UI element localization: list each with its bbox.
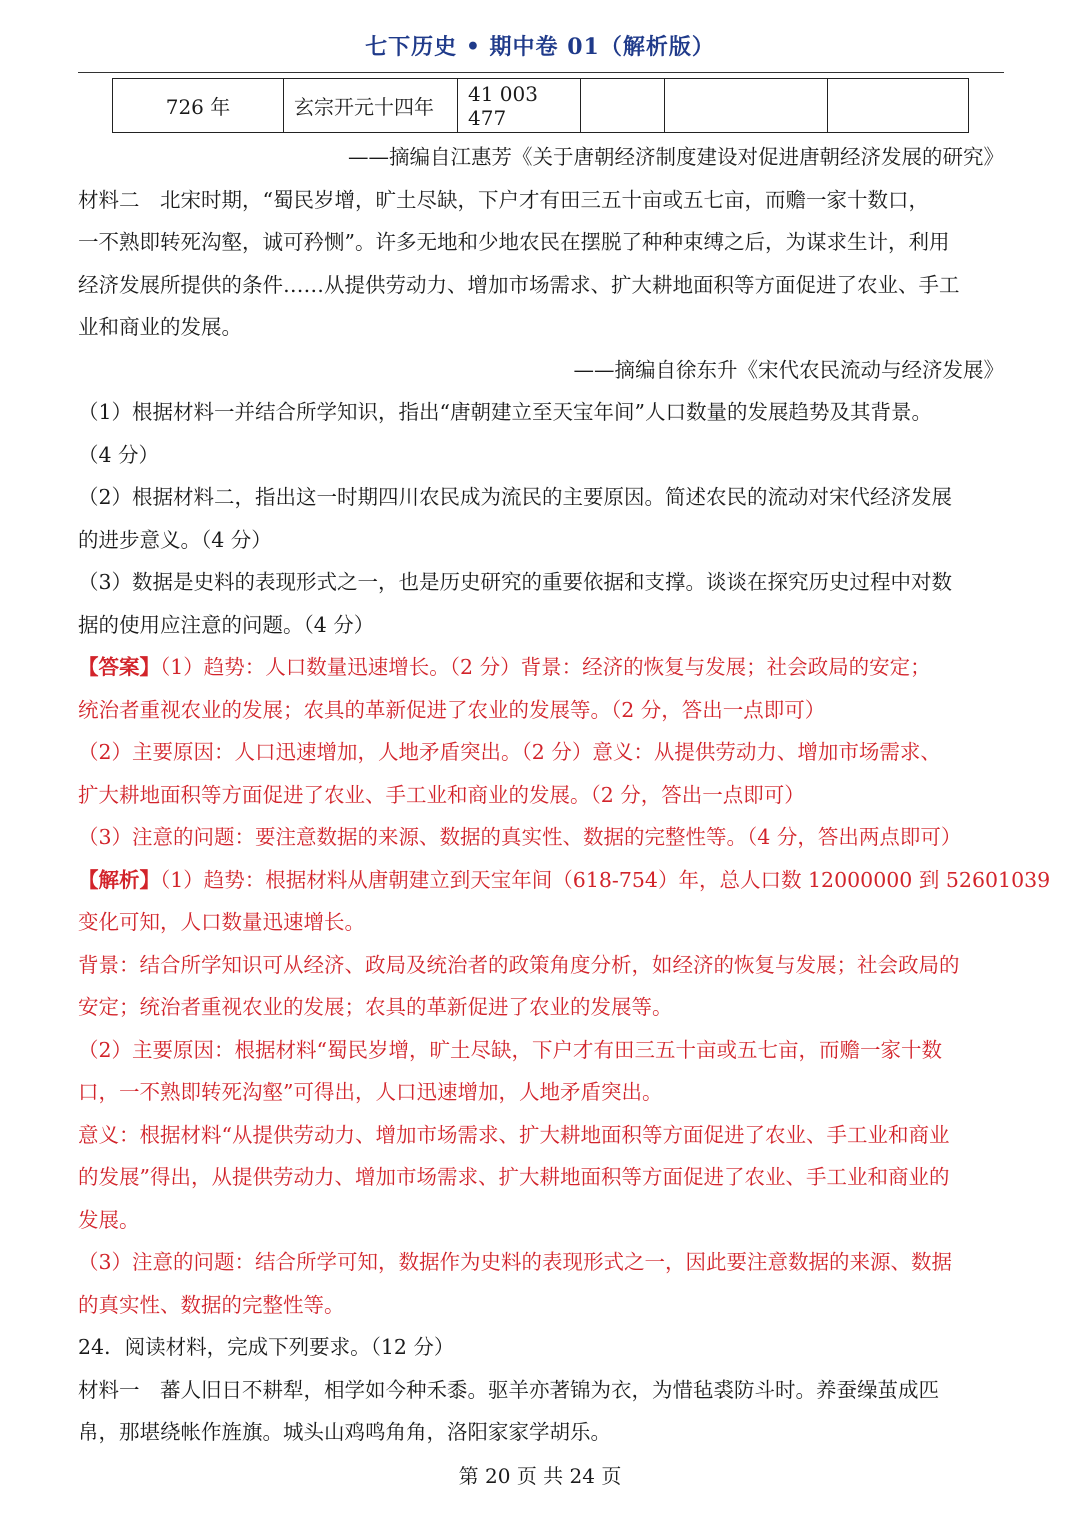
table-cell-year: 726 年: [113, 79, 284, 133]
analysis-line: 意义：根据材料“从提供劳动力、增加市场需求、扩大耕地面积等方面促进了农业、手工业和商业: [78, 1123, 950, 1147]
question-1: （1）根据材料一并结合所学知识，指出“唐朝建立至天宝年间”人口数量的发展趋势及其背景。: [78, 400, 933, 424]
answer-line: [78, 652, 1004, 682]
analysis-line: 口，一不熟即转死沟壑”可得出，人口迅速增加，人地矛盾突出。: [78, 1080, 663, 1104]
question-3: 据的使用应注意的问题。（4 分）: [78, 613, 375, 637]
analysis-tag: 【解析】: [78, 868, 160, 892]
question-2: （2）根据材料二，指出这一时期四川农民成为流民的主要原因。简述农民的流动对宋代经济发展: [78, 485, 953, 509]
analysis-text: （1）趋势：根据材料从唐朝建立到天宝年间（618-754）年，总人口数 12000000 到 52601039: [160, 868, 1051, 892]
answer-line: 统治者重视农业的发展；农具的革新促进了农业的发展等。（2 分，答出一点即可）: [78, 698, 826, 722]
question-24-title: 24．阅读材料，完成下列要求。（12 分）: [78, 1335, 455, 1359]
table-cell-population: 41 003 477: [458, 79, 581, 133]
table-cell-empty: [828, 79, 969, 133]
answer-line: （2）主要原因：人口迅速增加，人地矛盾突出。（2 分）意义：从提供劳动力、增加市场需求、: [78, 740, 941, 764]
answer-text: （1）趋势：人口数量迅速增长。（2 分）背景：经济的恢复与发展；社会政局的安定；: [160, 655, 931, 679]
source-citation-2: ——摘编自徐东升《宋代农民流动与经济发展》: [573, 358, 1004, 382]
table-cell-empty: [665, 79, 828, 133]
answer-line: （3）注意的问题：要注意数据的来源、数据的真实性、数据的完整性等。（4 分，答出两点即可）: [78, 825, 962, 849]
material-two-line: 经济发展所提供的条件……从提供劳动力、增加市场需求、扩大耕地面积等方面促进了农业、手工: [78, 273, 960, 297]
question-3: （3）数据是史料的表现形式之一，也是历史研究的重要依据和支撑。谈谈在探究历史过程中对数: [78, 570, 953, 594]
header-divider: [78, 72, 1004, 73]
analysis-line: （3）注意的问题：结合所学可知，数据作为史料的表现形式之一，因此要注意数据的来源、数据: [78, 1250, 953, 1274]
table-row: [113, 79, 969, 133]
material-two-line: 一不熟即转死沟壑，诚可矜恻”。许多无地和少地农民在摆脱了种种束缚之后，为谋求生计，利用: [78, 230, 950, 254]
analysis-line: 的发展”得出，从提供劳动力、增加市场需求、扩大耕地面积等方面促进了农业、手工业和商业的: [78, 1165, 950, 1189]
material-two-line: 业和商业的发展。: [78, 315, 242, 339]
analysis-line: 变化可知，人口数量迅速增长。: [78, 910, 365, 934]
q24-material-one-line: 帛，那堪绕帐作旌旗。城头山鸡鸣角角，洛阳家家学胡乐。: [78, 1420, 611, 1444]
page-header-title: 七下历史 • 期中卷 01（解析版）: [365, 34, 715, 60]
table-cell-empty: [581, 79, 665, 133]
analysis-line: 安定；统治者重视农业的发展；农具的革新促进了农业的发展等。: [78, 995, 673, 1019]
answer-tag: 【答案】: [78, 655, 160, 679]
source-citation-1: ——摘编自江惠芳《关于唐朝经济制度建设对促进唐朝经济发展的研究》: [348, 145, 1004, 169]
q24-material-one-line: 材料一 蕃人旧日不耕犁，相学如今种禾黍。驱羊亦著锦为衣，为惜毡裘防斗时。养蚕缲茧成匹: [78, 1378, 939, 1402]
table-cell-era: 玄宗开元十四年: [284, 79, 458, 133]
population-table: [112, 78, 969, 133]
analysis-line: 背景：结合所学知识可从经济、政局及统治者的政策角度分析，如经济的恢复与发展；社会政局的: [78, 953, 960, 977]
analysis-line: 发展。: [78, 1208, 140, 1232]
analysis-line: [78, 865, 1051, 895]
analysis-line: 的真实性、数据的完整性等。: [78, 1293, 345, 1317]
analysis-line: （2）主要原因：根据材料“蜀民岁增，旷土尽缺，下户才有田三五十亩或五七亩，而赡一家十数: [78, 1038, 943, 1062]
question-2: 的进步意义。（4 分）: [78, 528, 272, 552]
page-number: 第 20 页 共 24 页: [458, 1464, 622, 1488]
answer-line: 扩大耕地面积等方面促进了农业、手工业和商业的发展。（2 分，答出一点即可）: [78, 783, 805, 807]
question-1-score: （4 分）: [78, 443, 160, 467]
material-two-line: 材料二 北宋时期，“蜀民岁增，旷土尽缺，下户才有田三五十亩或五七亩，而赡一家十数口，: [78, 188, 929, 212]
